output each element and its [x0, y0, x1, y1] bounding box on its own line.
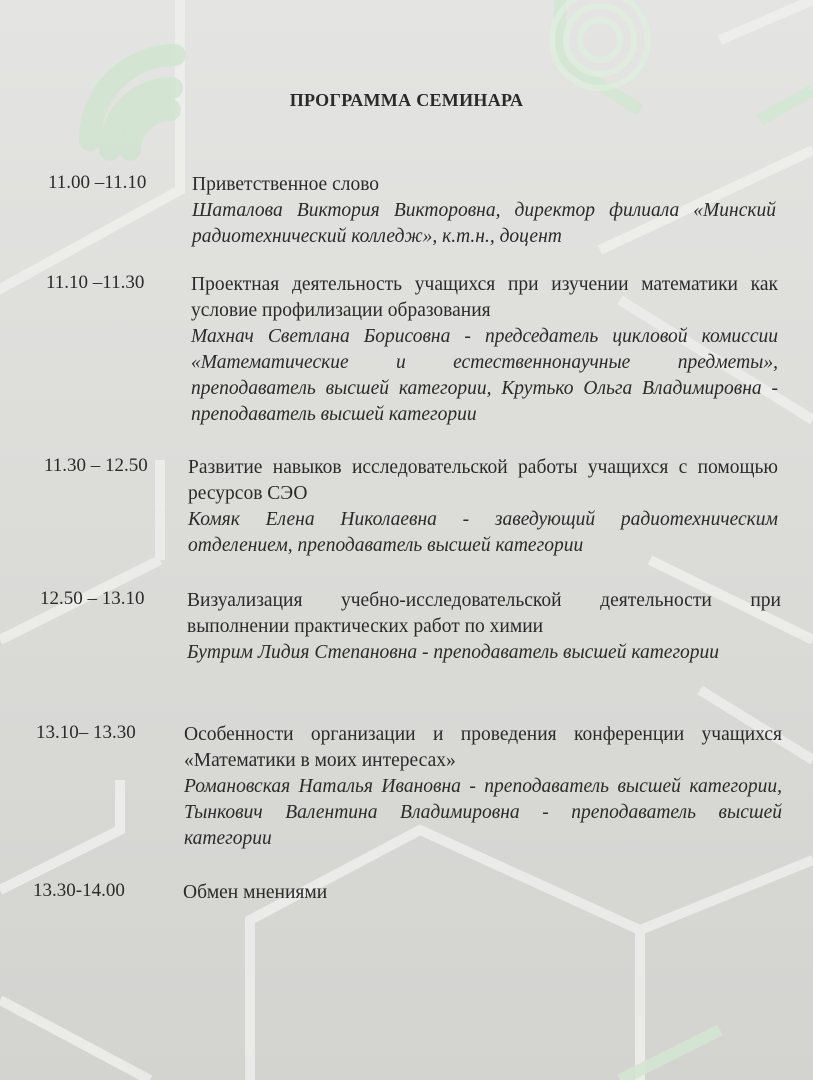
entry-speaker: Бутрим Лидия Степановна - преподаватель высшей категории: [187, 642, 720, 663]
entry-topic: Визуализация учебно-исследовательской деятельности при выполнении практических работ по химии: [187, 590, 781, 637]
entry-speaker: Шаталова Виктория Викторовна, директор филиала «Минский радиотехнический колледж», к.т.н., доцент: [192, 200, 776, 247]
entry-topic: Проектная деятельность учащихся при изучении математики как условие профилизации образования: [191, 274, 778, 321]
entry-time: 11.30 – 12.50: [44, 455, 148, 476]
entry-time: 11.10 –11.30: [46, 272, 145, 293]
entry-topic: Особенности организации и проведения конференции учащихся «Математики в моих интересах»: [184, 724, 782, 771]
entry-topic: Приветственное слово: [192, 174, 380, 195]
page-title: ПРОГРАММА СЕМИНАРА: [289, 90, 524, 110]
entry-body: [188, 455, 778, 559]
entry-body: [187, 588, 781, 666]
entry-speaker: Романовская Наталья Ивановна - преподаватель высшей категории, Тынкович Валентина Владимировна - преподаватель высшей категории: [184, 776, 782, 849]
entry-time: 12.50 – 13.10: [40, 588, 145, 609]
entry-time: 11.00 –11.10: [48, 172, 147, 193]
entry-body: [184, 722, 782, 852]
entry-speaker: Махнач Светлана Борисовна - председатель цикловой комиссии «Математические и естественнонаучные предметы», преподаватель высшей категории, Крутько Ольга Владимировна - преподаватель высшей категории: [191, 326, 778, 425]
entry-body: [191, 272, 778, 428]
entry-speaker: Комяк Елена Николаевна - заведующий радиотехническим отделением, преподаватель высшей категории: [188, 509, 778, 556]
entry-topic: Развитие навыков исследовательской работы учащихся с помощью ресурсов СЭО: [188, 457, 778, 504]
entry-body: [183, 880, 781, 906]
entry-body: [192, 172, 776, 250]
entry-time: 13.30-14.00: [33, 880, 125, 901]
entry-topic: Обмен мнениями: [183, 882, 328, 903]
entry-time: 13.10– 13.30: [36, 722, 136, 743]
